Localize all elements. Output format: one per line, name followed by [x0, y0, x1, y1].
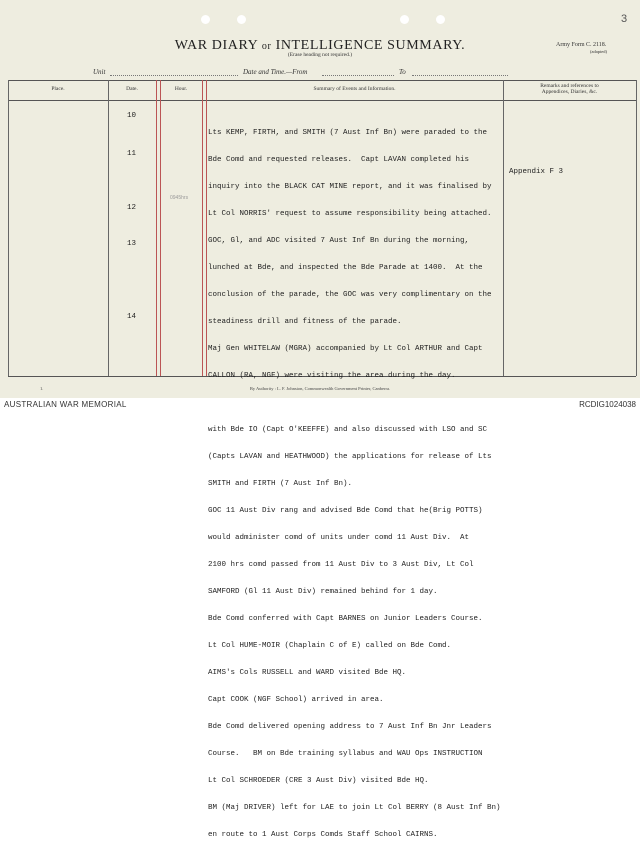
punch-hole	[237, 15, 246, 24]
army-form-number: Army Form C. 2118.	[556, 42, 607, 48]
remarks-header-line: Remarks and references to	[540, 83, 599, 89]
to-label: To	[399, 68, 406, 76]
hour-column-divider	[202, 80, 203, 376]
summary-line: with Bde IO (Capt O'KEEFFE) and also discussed with LSO and SC	[208, 426, 488, 434]
form-subtitle: (Erase heading not required.)	[287, 52, 353, 58]
summary-line: Bde Comd conferred with Capt BARNES on Junior Leaders Course.	[208, 615, 483, 623]
summary-line: Bde Comd delivered opening address to 7 Aust Inf Bn Jnr Leaders	[208, 723, 492, 731]
table-top-rule	[8, 80, 636, 81]
appendix-reference: Appendix F 3	[509, 168, 564, 176]
column-header-remarks	[503, 83, 636, 95]
entry-date: 13	[127, 240, 137, 248]
summary-column-divider	[503, 80, 504, 376]
table-right-border	[636, 80, 637, 376]
summary-line: SMITH and FIRTH (7 Aust Inf Bn).	[208, 480, 353, 488]
summary-line: GOC 11 Aust Div rang and advised Bde Comd that he(Brig POTTS)	[208, 507, 483, 515]
remarks-header-line: Appendices, Diaries, &c.	[541, 89, 598, 95]
table-left-border	[8, 80, 9, 376]
punch-hole	[400, 15, 409, 24]
entry-date: 12	[127, 204, 137, 212]
date-column-divider	[156, 80, 157, 376]
to-field-line	[412, 75, 508, 76]
summary-line: Maj Gen WHITELAW (MGRA) accompanied by Lt Col ARTHUR and Capt	[208, 345, 483, 353]
unit-field-line	[110, 75, 238, 76]
summary-line: Course. BM on Bde training syllabus and WAU Ops INSTRUCTION	[208, 750, 483, 758]
date-time-label: Date and Time.—From	[243, 68, 308, 76]
summary-line: Lts KEMP, FIRTH, and SMITH (7 Aust Inf Bn) were paraded to the	[208, 129, 488, 137]
summary-line: BM (Maj DRIVER) left for LAE to join Lt Col BERRY (8 Aust Inf Bn)	[208, 804, 501, 812]
summary-line: Lt Col SCHROEDER (CRE 3 Aust Div) visited Bde HQ.	[208, 777, 429, 785]
page-number: 3	[621, 13, 628, 25]
summary-line: Lt Col HUME-MOIR (Chaplain C of E) called on Bde Comd.	[208, 642, 452, 650]
punch-hole	[436, 15, 445, 24]
entry-date: 11	[127, 150, 137, 158]
printer-line: By Authority : L. F. Johnston, Commonwealth Government Printer, Canberra.	[249, 386, 391, 391]
summary-entries	[208, 111, 501, 858]
summary-line: Capt COOK (NGF School) arrived in area.	[208, 696, 384, 704]
title-intelligence-summary: INTELLIGENCE SUMMARY.	[275, 38, 466, 53]
column-header-date: Date.	[126, 86, 138, 92]
column-header-hour: Hour.	[174, 86, 188, 92]
summary-line: AIMS's Cols RUSSELL and WARD visited Bde HQ.	[208, 669, 407, 677]
summary-line: SAMFORD (Gl 11 Aust Div) remained behind for 1 day.	[208, 588, 438, 596]
summary-line: steadiness drill and fitness of the parade.	[208, 318, 402, 326]
summary-line: CALLON (RA, NGF) were visiting the area during the day.	[208, 372, 456, 380]
place-column-divider	[108, 80, 109, 376]
summary-line: (Capts LAVAN and HEATHWOOD) the applications for release of Lts	[208, 453, 492, 461]
summary-line: Bde Comd and requested releases. Capt LAVAN completed his	[208, 156, 470, 164]
summary-line: en route to 1 Aust Corps Comds Staff School CAIRNS.	[208, 831, 438, 839]
summary-line: inquiry into the BLACK CAT MINE report, and it was finalised by	[208, 183, 492, 191]
adapted-note: (adapted)	[590, 49, 607, 54]
table-header-rule	[8, 100, 636, 101]
archive-id: RCDIG1024038	[579, 400, 636, 409]
summary-line: 2100 hrs comd passed from 11 Aust Div to 3 Aust Div, Lt Col	[208, 561, 474, 569]
punch-hole	[201, 15, 210, 24]
column-header-summary: Summary of Events and Information.	[313, 86, 396, 92]
from-field-line	[322, 75, 394, 76]
entry-date: 14	[127, 313, 137, 321]
title-or: or	[261, 41, 272, 52]
date-column-divider-double	[160, 80, 161, 376]
unit-label: Unit	[93, 68, 106, 76]
entry-date: 10	[127, 112, 137, 120]
title-war-diary: WAR DIARY	[174, 38, 258, 53]
summary-line: Lt Col NORRIS' request to assume responsibility being attached.	[208, 210, 492, 218]
summary-line: would administer comd of units under comd 11 Aust Div. At	[208, 534, 470, 542]
summary-line: GOC, Gl, and ADC visited 7 Aust Inf Bn during the morning,	[208, 237, 470, 245]
hour-pencil-note: 0945hrs	[170, 195, 189, 201]
archive-name: AUSTRALIAN WAR MEMORIAL	[4, 400, 127, 409]
summary-line: lunched at Bde, and inspected the Bde Parade at 1400. At the	[208, 264, 483, 272]
summary-line: conclusion of the parade, the GOC was very complimentary on the	[208, 291, 492, 299]
form-mark: 1.	[40, 386, 44, 391]
column-header-place: Place.	[51, 86, 65, 92]
hour-column-divider-double	[206, 80, 207, 376]
